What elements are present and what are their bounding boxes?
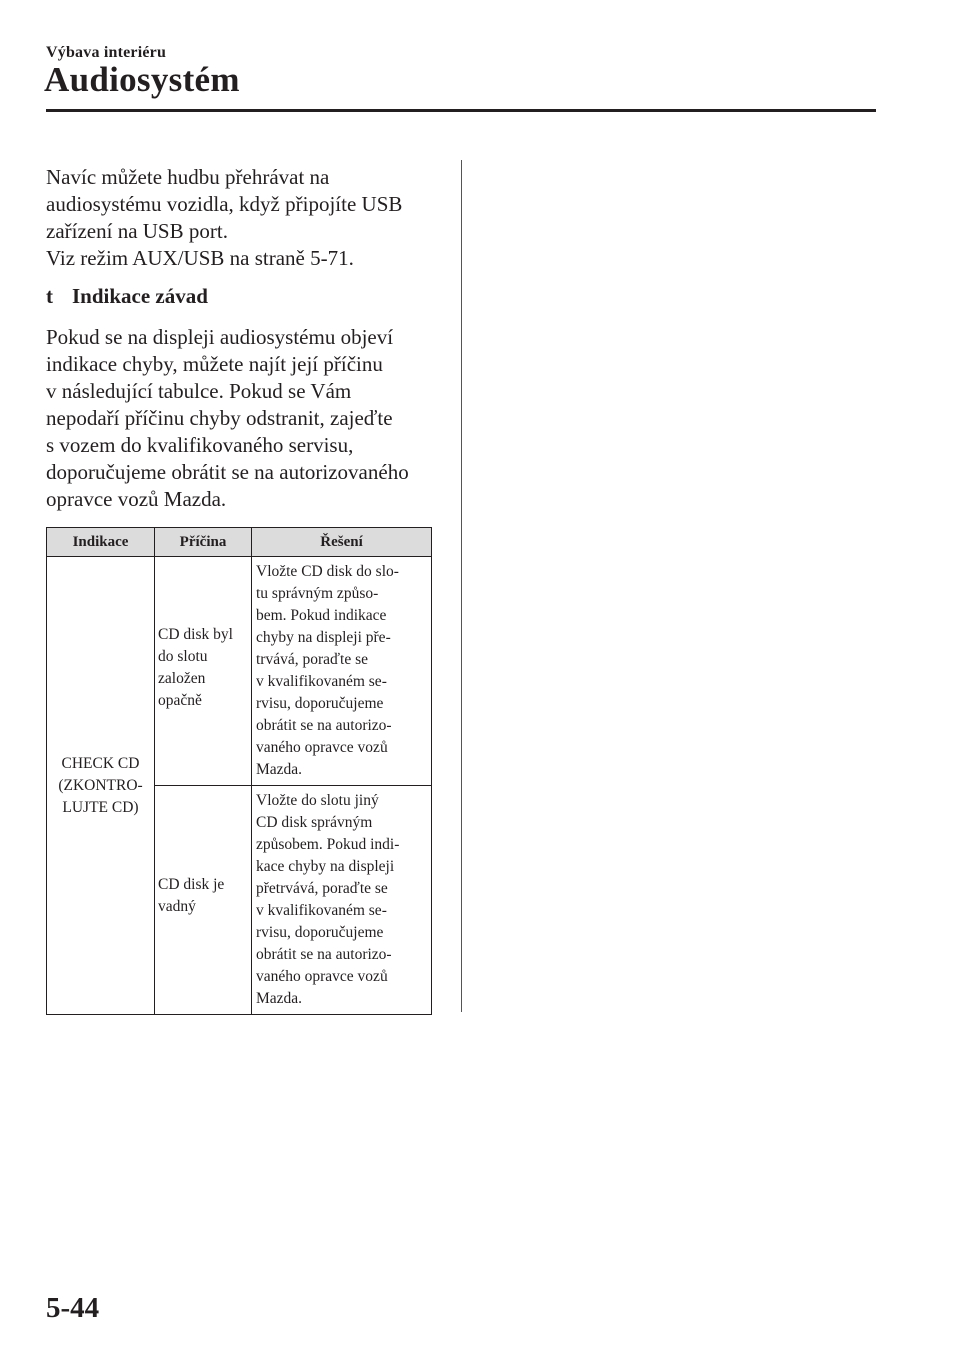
- troubleshooting-table: [46, 527, 432, 1015]
- header-indicator: Indikace: [47, 528, 155, 557]
- indicator-line: LUJTE CD): [62, 798, 139, 816]
- cause-cell: [155, 786, 252, 1015]
- cause-line: opačně: [158, 692, 202, 709]
- solution-line: chyby na displeji pře-: [256, 629, 391, 646]
- solution-line: Vložte CD disk do slo-: [256, 563, 399, 580]
- intro-line: Viz režim AUX/USB na straně 5-71.: [46, 246, 354, 270]
- solution-line: bem. Pokud indikace: [256, 607, 387, 624]
- cause-line: založen: [158, 670, 206, 687]
- header-cause: Příčina: [155, 528, 252, 557]
- header-solution: Řešení: [252, 528, 432, 557]
- intro-paragraph: [46, 164, 446, 272]
- solution-cell: [252, 786, 432, 1015]
- indicator-line: CHECK CD: [61, 754, 140, 772]
- table-header-row: [47, 528, 432, 557]
- solution-line: Mazda.: [256, 761, 303, 778]
- intro-line: zařízení na USB port.: [46, 219, 228, 243]
- section-label: Výbava interiéru: [46, 44, 167, 61]
- solution-line: vaného opravce vozů: [256, 968, 388, 985]
- cause-line: do slotu: [158, 648, 208, 665]
- body-line: doporučujeme obrátit se na autorizovaného: [46, 460, 409, 484]
- body-line: opravce vozů Mazda.: [46, 487, 227, 511]
- solution-line: Mazda.: [256, 990, 303, 1007]
- solution-line: trvává, poraďte se: [256, 651, 369, 668]
- cause-line: vadný: [158, 898, 196, 915]
- solution-line: tu správným způso-: [256, 585, 379, 602]
- page-number: 5-44: [46, 1292, 100, 1324]
- solution-line: přetrvává, poraďte se: [256, 880, 388, 897]
- cause-line: CD disk je: [158, 876, 225, 893]
- solution-line: v kvalifikovaném se-: [256, 902, 387, 919]
- column-divider: [461, 160, 462, 1012]
- cause-cell: [155, 557, 252, 786]
- indicator-cell: [47, 557, 155, 1015]
- title-rule: [46, 109, 876, 112]
- solution-line: Vložte do slotu jiný: [256, 792, 379, 809]
- subheading-text: Indikace závad: [72, 284, 208, 308]
- body-paragraph: [46, 324, 446, 513]
- intro-line: audiosystému vozidla, když připojíte USB: [46, 192, 403, 216]
- solution-cell: [252, 557, 432, 786]
- indicator-line: (ZKONTRO-: [58, 776, 143, 794]
- cause-line: CD disk byl: [158, 626, 233, 643]
- solution-line: rvisu, doporučujeme: [256, 695, 384, 712]
- body-line: nepodaří příčinu chyby odstranit, zajeďte: [46, 406, 393, 430]
- page-title: Audiosystém: [44, 60, 240, 99]
- solution-line: obrátit se na autorizo-: [256, 717, 392, 734]
- solution-line: způsobem. Pokud indi-: [256, 836, 400, 853]
- solution-line: obrátit se na autorizo-: [256, 946, 392, 963]
- solution-line: CD disk správným: [256, 814, 373, 831]
- body-line: Pokud se na displeji audiosystému objeví: [46, 325, 394, 349]
- body-line: indikace chyby, můžete najít její příčinu: [46, 352, 383, 376]
- body-line: s vozem do kvalifikovaného servisu,: [46, 433, 354, 457]
- subheading-marker-icon: t: [46, 284, 53, 308]
- solution-line: v kvalifikovaném se-: [256, 673, 387, 690]
- solution-line: kace chyby na displeji: [256, 858, 395, 875]
- solution-line: rvisu, doporučujeme: [256, 924, 384, 941]
- body-line: v následující tabulce. Pokud se Vám: [46, 379, 352, 403]
- solution-line: vaného opravce vozů: [256, 739, 388, 756]
- table-row: [47, 557, 432, 786]
- intro-line: Navíc můžete hudbu přehrávat na: [46, 165, 330, 189]
- subheading: [46, 284, 208, 309]
